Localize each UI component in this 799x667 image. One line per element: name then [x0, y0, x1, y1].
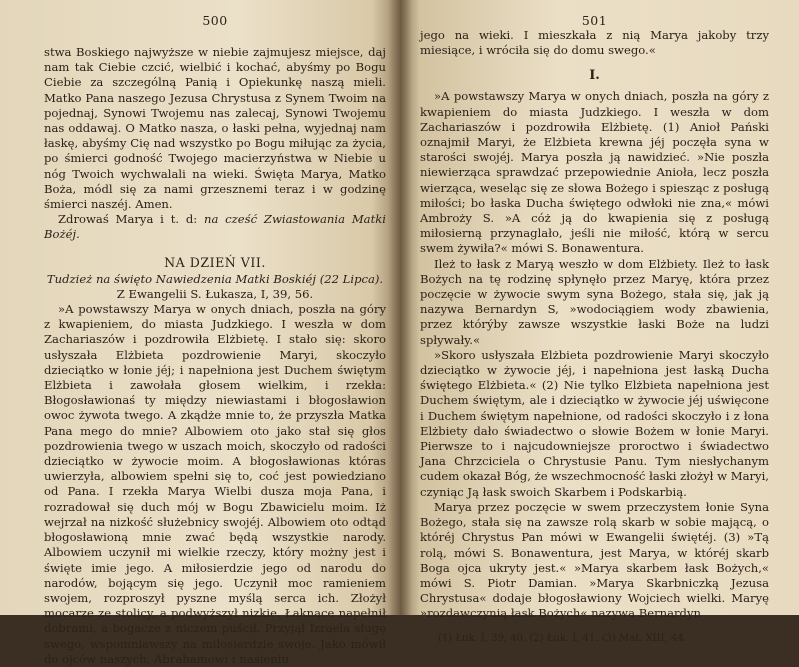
hail-mary-line: [44, 212, 386, 242]
meditation-paragraph-3: »Skoro usłyszała Elżbieta pozdrowienie Maryi skoczyło dzieciątko w żywocie jéj, i napełniona jest łaską Ducha świętego Elżbieta.« (2) Nie tylko Elżbieta napełniona jest Duchem świętym, ale i dzieciątko w żywocie jéj uświęcone i Duchem świętym napełnione, od radości skoczyło i z łona Elżbiety dało świadectwo o słowie Bożem w łonie Maryi. Pierwsze to i najcudowniejsze proroctwo i świadectwo Jana Chrzciciela o Chrystusie Panu. Tym niesłychanym cudem okazał Bóg, że wszechmocność łaski złożył w Maryi, czyniąc Ją łask swoich Skarbem i Podskarbią.: [420, 347, 769, 499]
prayer-paragraph: stwa Boskiego najwyższe w niebie zajmujesz miejsce, daj nam tak Ciebie czcić, wielbić i kochać, abyśmy po Bogu Ciebie za szczególną Panią i Opiekunkę naszą mieli. Matko Pana naszego Jezusa Chrystusa z Synem Twoim na pojednaj, Synowi Twojemu nas zalecaj, Synowi Twojemu nas oddawaj. O Matko nasza, o łaski pełna, wyjednaj nam łaskę, abyśmy Cię nad wszystko po Bogu miłując za życia, po śmierci godność Twojego macierzyństwa w Niebie u nóg Twoich wychwalali na wieki. Święta Marya, Matko Boża, módl się za nami grzesznemi teraz i w godzinę śmierci naszéj. Amen.: [44, 45, 386, 212]
right-page: [400, 0, 799, 644]
hail-mary-text: Zdrowaś Marya i t. d:: [58, 212, 198, 227]
annunciation-dedication: na cześć Zwiastowania Matki Bożéj.: [44, 212, 386, 242]
section-mark: I.: [589, 68, 600, 84]
left-page: [0, 0, 400, 666]
meditation-paragraph-4: Marya przez poczęcie w swem przeczystem łonie Syna Bożego, stała się na zawsze rolą skarb w sobie mającą, o któréj Chrystus Pan mówi w Ewangelii świętéj. (3) »Tą rolą, mówi S. Bonawentura, jest Marya, w któréj skarb Boga ojca ukryty jest.« »Marya skarbem łask Bożych,« mówi S. Piotr Damian. »Marya Skarbniczką Jezusa Chrystusa« dodaje błogosławiony Wojciech wielki. Maryę »rozdawczynią łask Bożych« nazywa Bernardyn: [420, 499, 769, 621]
page-number-left: 500: [202, 13, 228, 28]
gospel-reference: Z Ewangelii S. Łukasza, I, 39, 56.: [116, 286, 314, 301]
page-number-right: 501: [581, 13, 608, 28]
gospel-paragraph: »A powstawszy Marya w onych dniach, poszła na góry z kwapieniem, do miasta Judzkiego. I weszła w dom Zachariaszów i pozdrowiła Elżbietę. I stało się: skoro usłyszała Elżbieta pozdrowienie Maryi, skoczyło dzieciątko w łonie jéj; i napełniona jest Duchem świętym Elżbieta i zawołała głosem wielkim, i rzekła: Błogosławionaś ty między niewiastami i błogosławion owoc żywota twego. A zkądże mnie to, że przyszła Matka Pana mego do mnie? Albowiem oto jako stał się głos pozdrowienia twego w uszach moich, skoczyło od radości dzieciątko w żywocie moim. A błogosławionas któras uwierzyła, albowiem spełni się to, coć jest powiedziano od Pana. I rzekła Marya Wielbi dusza moja Pana, i rozradował się duch mój w Bogu Zbawicielu moim. Iż wejrzał na nizkość służebnicy swojéj. Albowiem oto odtąd błogosławioną mnie zwać będą wszystkie narody. Albowiem uczynił mi wielkie rzeczy, który możny jest i święte imie jego. A miłosierdzie jego od narodu do narodów, bojącym się jego. Uczynił moc ramieniem swojem, rozproszył pyszne myślą serca ich. Złożył mocarze ze stolicy, a podwyższył nizkie. Łaknące napełnił dobrami, a bogacze z niczem puścił. Przyjął Izraela sługę swego, wspomniawszy na miłosierdzie swoje. Jako mówił do ojców naszych, Abrahamowi i nasieniu: [44, 302, 386, 666]
spacer: [44, 243, 386, 251]
meditation-paragraph-1: »A powstawszy Marya w onych dniach, poszła na góry z kwapieniem do miasta Judzkiego. I weszła w dom Zachariaszów i pozdrowiła Elżbietę. (1) Anioł Pański oznajmił Maryi, że Elżbieta krewna jéj poczęła syna w starości swojéj. Marya poszła ją nawidzieć. »Nie poszła niewierząca sprawdzać przepowiednie Anioła, lecz poszła wierząca, weseląc się ze słowa Bożego i spiesząc z posługą miłości; bo łaska Ducha świętego odwłoki nie zna,« mówi Ambroży S. »A cóż ją do kwapienia się z posługą miłosierną przynaglało, jeśli nie miłość, którą w sercu swem żywiła?« mówi S. Bonawentura.: [420, 89, 769, 256]
meditation-paragraph-2: Ileż to łask z Maryą weszło w dom Elżbiety. Ileż to łask Bożych na tę rodzinę spłynęło przez Maryę, która przez poczęcie w żywocie swym syna Bożego, stała się, jak ją nazywa Bernardyn S, »wodociągiem wody zbawienia, przez którýby zawsze wszystkie łaski Boże na ludzi spływały.«: [420, 256, 769, 347]
continuation-paragraph: jego na wieki. I mieszkała z nią Marya jakoby trzy miesiące, i wróciła się do domu swego.«: [420, 28, 769, 58]
footnotes: (1) Łuk. I, 39, 40. (2) Łuk. I, 41. (3) Mat. XIII, 44.: [438, 632, 687, 644]
day-heading: NA DZIEŃ VII.: [164, 254, 266, 270]
feast-title: Tudzież na święto Nawiedzenia Matki Boskiéj (22 Lipca).: [46, 271, 384, 286]
